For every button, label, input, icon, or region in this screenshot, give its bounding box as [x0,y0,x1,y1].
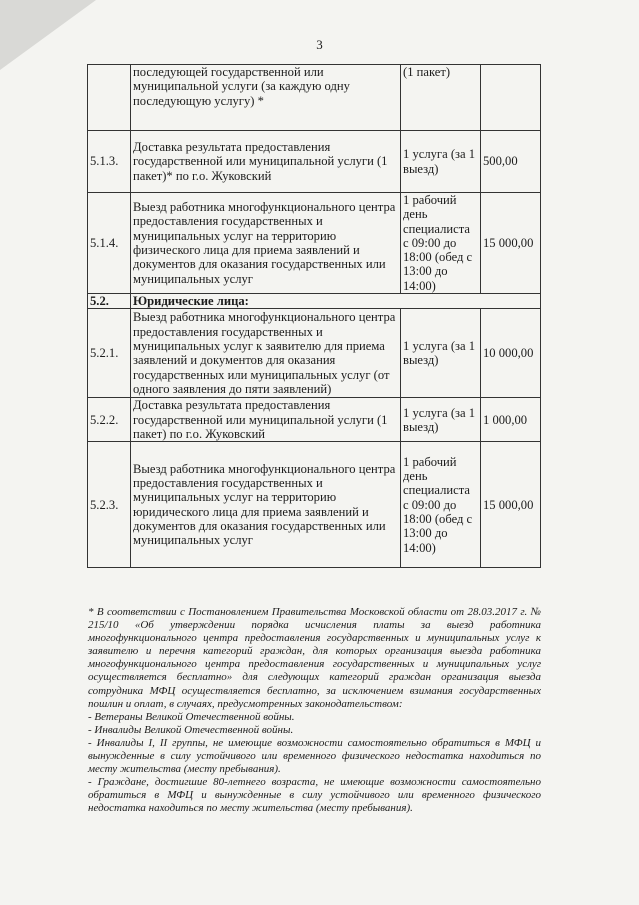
footnote-item: - Ветераны Великой Отечественной войны. [88,710,295,723]
table-row [88,442,541,568]
footnote-intro: * В соответствии с Постановлением Правительства Московской области от 28.03.2017 г. № 215/10 «Об утверждении порядка исчисления платы за выезд работника многофункционального центра предоставления государственных и муниципальных услуг к заявителю и перечня категорий граждан, для которых организация выезда работника многофункционального центра предоставления государственных и муниципальных услуг осуществляется бесплатно» для следующих категорий граждан организация выезда сотрудника МФЦ осуществляется бесплатно, за исключением взимания государственных пошлин и оплат, в случаях, предусмотренных законодательством: [88,606,541,710]
service-unit: 1 рабочий день специалиста с 09:00 до 18:00 (обед с 13:00 до 14:00) [401,442,481,568]
service-price [481,65,541,131]
service-price: 1 000,00 [481,398,541,442]
service-unit: 1 рабочий день специалиста с 09:00 до 18:00 (обед с 13:00 до 14:00) [401,193,481,294]
footnote-item: - Инвалиды I, II группы, не имеющие возможности самостоятельно обратиться в МФЦ и вынужденные в силу устойчивого или временного физического недостатка находиться по месту жительства (месту пребывания). [88,736,541,776]
service-unit: (1 пакет) [401,65,481,131]
row-number: 5.2.1. [88,309,131,398]
service-price: 500,00 [481,131,541,193]
table-row [88,131,541,193]
service-name: Выезд работника многофункционального центра предоставления государственных и муниципальных услуг к заявителю для приема заявлений и документов для оказания государственных или муниципальных услуг (от одного заявления до пяти заявлений) [131,309,401,398]
service-name: Выезд работника многофункционального центра предоставления государственных и муниципальных услуг на территорию физического лица для приема заявлений и документов для оказания государственных или муниципальных услуг [131,193,401,294]
service-name: Доставка результата предоставления государственной или муниципальной услуги (1 пакет) по г.о. Жуковский [131,398,401,442]
row-number: 5.2.2. [88,398,131,442]
footnote [88,606,541,816]
footnote-item: - Граждане, достигшие 80-летнего возраста, не имеющие возможности самостоятельно обратиться в МФЦ и вынужденные в силу устойчивого или временного физического недостатка находиться по месту жительства (месту пребывания). [88,776,541,815]
table-row [88,193,541,294]
service-name: последующей государственной или муниципальной услуги (за каждую одну последующую услугу) * [131,65,401,131]
service-unit: 1 услуга (за 1 выезд) [401,398,481,442]
service-unit: 1 услуга (за 1 выезд) [401,309,481,398]
row-number: 5.2.3. [88,442,131,568]
fee-table [87,64,541,568]
service-price: 10 000,00 [481,309,541,398]
footnote-item: - Инвалиды Великой Отечественной войны. [88,723,294,736]
page-number: 3 [316,37,323,52]
table-row [88,65,541,131]
section-title: Юридические лица: [131,294,541,309]
table-row [88,309,541,398]
row-number: 5.1.4. [88,193,131,294]
section-row [88,294,541,309]
service-unit: 1 услуга (за 1 выезд) [401,131,481,193]
service-name: Доставка результата предоставления государственной или муниципальной услуги (1 пакет)* по г.о. Жуковский [131,131,401,193]
service-price: 15 000,00 [481,442,541,568]
row-number: 5.1.3. [88,131,131,193]
service-name: Выезд работника многофункционального центра предоставления государственных и муниципальных услуг на территорию юридического лица для приема заявлений и документов для оказания государственных или муниципальных услуг [131,442,401,568]
folded-page-corner [0,0,96,70]
section-number: 5.2. [88,294,131,309]
service-price: 15 000,00 [481,193,541,294]
table-row [88,398,541,442]
row-number [88,65,131,131]
